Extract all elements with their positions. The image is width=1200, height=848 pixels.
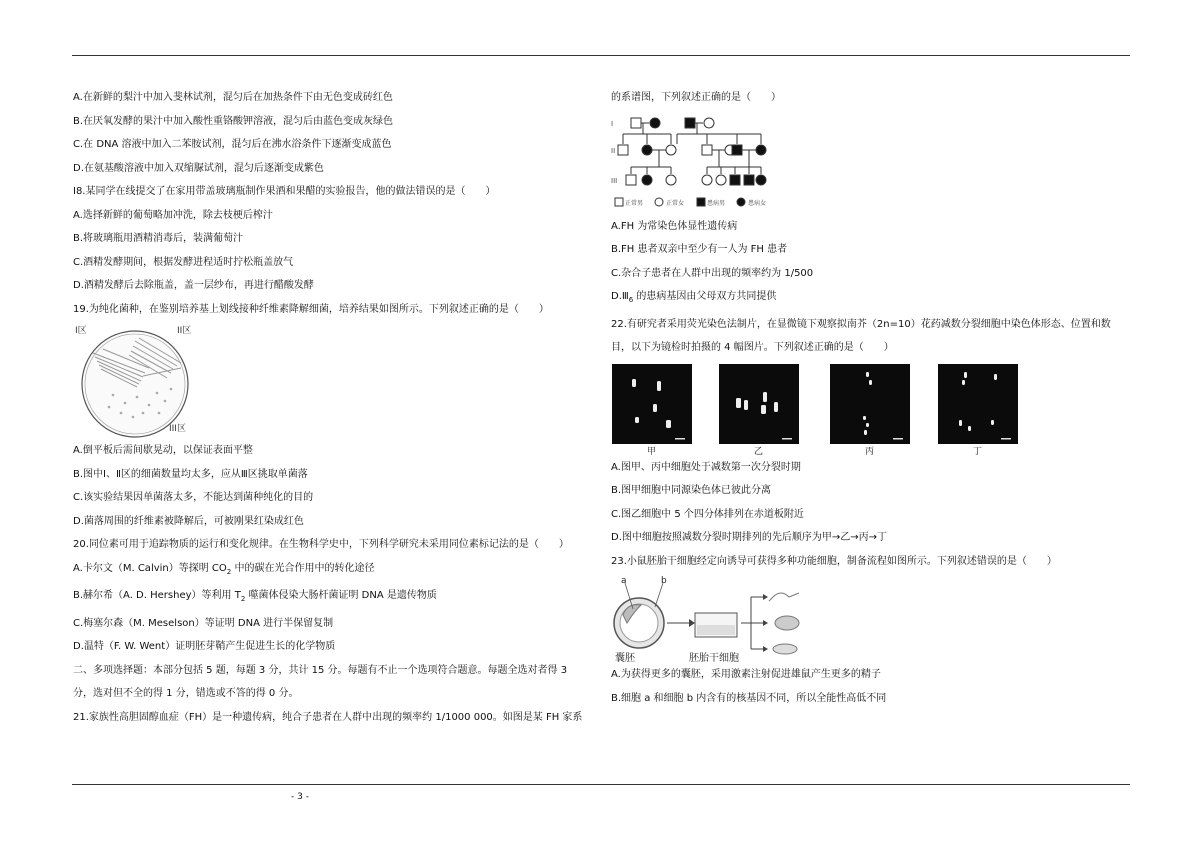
gen-ii-label: II [611,146,616,155]
q17-option-c: C.在 DNA 溶液中加入二苯胺试剂，混匀后在沸水浴条件下逐渐变成蓝色 [73,139,392,150]
cell-b-label: b [661,576,667,586]
q18-option-a: A.选择新鲜的葡萄略加冲洗，除去枝梗后榨汁 [73,209,273,221]
q17-option-d: D.在氨基酸溶液中加入双缩脲试剂，混匀后逐渐变成紫色 [73,162,324,174]
q21-option-b: B.FH 患者双亲中至少有一人为 FH 患者 [611,244,788,255]
section-2-heading: 二、多项选择题：本部分包括 5 题，每题 3 分，共计 15 分。每题有不止一个选项符合题意。每题全选对者得 3 [73,664,568,676]
q20-option-d: D.温特（F. W. Went）证明胚芽鞘产生促进生长的化学物质 [73,641,336,652]
zone-ii-label: II区 [177,326,192,336]
micrograph-label-ding: 丁 [973,446,983,456]
legend-normal-female: 正常女 [666,199,685,207]
cell-a-label: a [621,576,627,586]
stem-cell-figure [611,573,831,663]
q23-stem: 23.小鼠胚胎干细胞经定向诱导可获得多种功能细胞，制备流程如图所示。下列叙述错误的是（ ） [611,555,1057,567]
q18-stem: I8.某同学在线提交了在家用带盖玻璃瓶制作果酒和果醋的实验报告，他的做法错误的是（ ） [73,186,496,197]
q21-stem: 21.家族性高胆固醇血症（FH）是一种遗传病，纯合子患者在人群中出现的频率约 1/1000 000。如图是某 FH 家系 [73,711,583,723]
petri-dish-figure [73,321,233,439]
pedigree-chart [611,110,811,215]
q21-stem-cont: 的系谱图，下列叙述正确的是（ ） [611,92,781,103]
q23-option-a: A.为获得更多的囊胚，采用激素注射促进雄鼠产生更多的精子 [611,669,881,680]
embryonic-stem-cell-label: 胚胎干细胞 [689,653,739,663]
legend-affected-male: 患病男 [707,199,726,207]
q20-option-c: C.梅塞尔森（M. Meselson）等证明 DNA 进行半保留复制 [73,617,334,629]
zone-iii-label: III区 [169,424,186,434]
micrograph-label-bing: 丙 [865,446,875,456]
q22-option-d: D.图中细胞按照减数分裂时期排列的先后顺序为甲→乙→丙→丁 [611,532,888,543]
micrograph-label-yi: 乙 [754,446,764,456]
page-number: - 3 - [291,792,309,802]
bottom-rule [72,784,1130,785]
q21-option-d: $D.Ⅲ_6$ 的患病基因由父母双方共同提供 [611,291,777,304]
q22-option-b: B.图甲细胞中同源染色体已彼此分离 [611,485,772,496]
zone-i-label: I区 [75,326,87,336]
q23-option-b: B.细胞 a 和细胞 b 内含有的核基因不同，所以全能性高低不同 [611,692,887,704]
q17-option-b: B.在厌氧发酵的果汁中加入酸性重铬酸钾溶液，混匀后由蓝色变成灰绿色 [73,115,394,127]
legend-affected-female: 患病女 [748,199,767,207]
q21-option-c: C.杂合子患者在人群中出现的频率约为 1/500 [611,267,814,279]
q19-option-a: A.倒平板后需间歇晃动，以保证表面平整 [73,445,253,456]
blastocyst-label: 囊胚 [615,653,635,663]
q19-option-c: C.该实验结果因单菌落太多，不能达到菌种纯化的目的 [73,492,314,503]
q19-option-b: B.图中Ⅰ、Ⅱ区的细菌数量均太多，应从Ⅲ区挑取单菌落 [73,468,308,480]
q22-stem: 22.有研究者采用荧光染色法制片，在显微镜下观察拟南芥（2n=10）花药减数分裂细胞中染色体形态、位置和数 [611,318,1111,330]
q20-option-a: A.卡尔文（M. Calvin）等探明 $CO_2$ 中的碳在光合作用中的转化途径 [73,562,375,576]
q18-option-d: D.酒精发酵后去除瓶盖，盖一层纱布，再进行醋酸发酵 [73,280,314,291]
micrograph-label-jia: 甲 [647,446,657,456]
q19-option-d: D.菌落周围的纤维素被降解后，可被刚果红染成红色 [73,515,304,527]
q20-stem: 20.同位素可用于追踪物质的运行和变化规律。在生物科学史中，下列科学研究未采用同位素标记法的是（ ） [73,539,569,550]
q18-option-c: C.酒精发酵期间，根据发酵进程适时拧松瓶盖放气 [73,256,294,268]
q22-option-a: A.图甲、丙中细胞处于减数第一次分裂时期 [611,461,801,473]
q21-option-a: A.FH 为常染色体显性遗传病 [611,220,738,232]
left-column [73,86,588,729]
q19-stem: 19.为纯化菌种，在鉴别培养基上划线接种纤维素降解细菌，培养结果如图所示。下列叙述正确的是（ ） [73,303,549,315]
q22-stem-cont: 目，以下为镜检时拍摄的 4 幅图片。下列叙述正确的是（ ） [611,342,894,353]
section-2-heading-cont: 分，选对但不全的得 1 分，错选或不答的得 0 分。 [73,688,299,699]
q22-option-c: C.图乙细胞中 5 个四分体排列在赤道板附近 [611,508,804,520]
top-rule [72,55,1130,56]
q20-option-b: B.赫尔希（A. D. Hershey）等利用 $T_2$ 噬菌体侵染大肠杆菌证明 DNA 是遗传物质 [73,590,437,603]
right-column [611,86,1131,710]
legend-normal-male: 正常男 [625,199,644,207]
gen-iii-label: III [611,176,618,185]
micrograph-panel [611,360,1071,456]
q17-option-a: A.在新鲜的梨汁中加入斐林试剂，混匀后在加热条件下由无色变成砖红色 [73,92,393,103]
q18-option-b: B.将玻璃瓶用酒精消毒后，装满葡萄汁 [73,233,244,244]
gen-i-label: I [611,119,614,128]
